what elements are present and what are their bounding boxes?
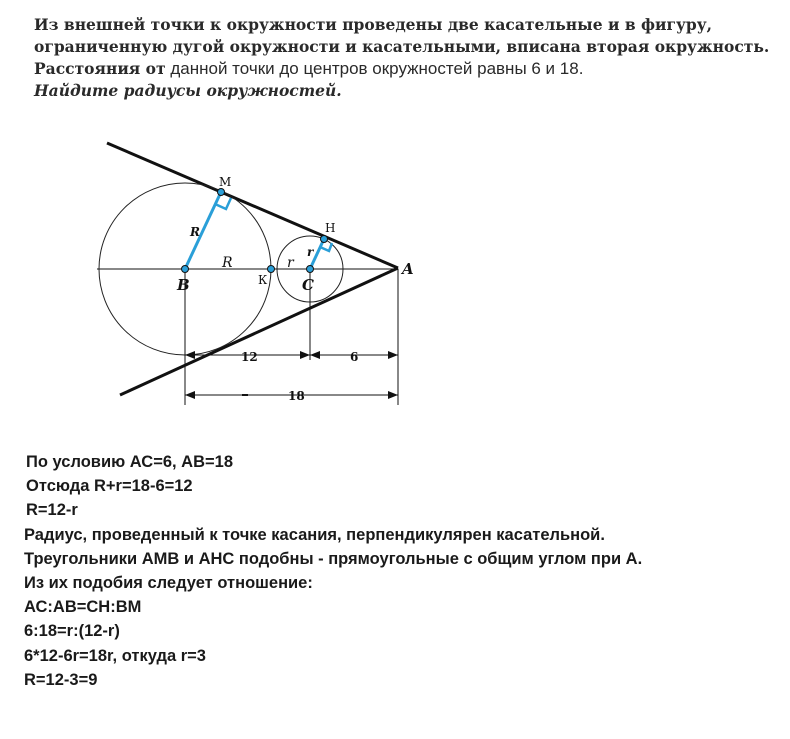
label-dim-18: 18 [288,389,305,403]
solution-line-3: R=12-r [26,501,78,520]
problem-line-3-rest: данной точки до центров окружностей равны 6 и 18. [165,59,584,78]
label-r-segment: r [287,255,294,271]
dim-arrow-6-left [310,351,320,359]
label-K: К [258,273,268,287]
label-C: C [302,276,314,294]
solution-line-7: АС:АВ=СН:ВМ [24,598,142,617]
dim-arrow-6-right [388,351,398,359]
point-K [268,266,275,273]
point-B [182,266,189,273]
solution-line-10: R=12-3=9 [24,670,98,689]
tangent-line-upper [107,143,398,268]
solution-line-9: 6*12-6r=18r, откуда r=3 [24,646,206,665]
dim-arrow-18-right [388,391,398,399]
solution-line-8: 6:18=r:(12-r) [24,622,120,641]
solution-line-2: Отсюда R+r=18-6=12 [26,477,193,496]
point-H [321,236,328,243]
label-R-radius: R [190,225,200,239]
problem-question: Найдите радиусы окружностей. [34,81,342,100]
problem-line-2: ограниченную дугой окружности и касательными, вписана вторая окружность. [34,37,770,56]
solution-text [24,450,642,692]
label-B: B [177,276,190,294]
label-dim-12: 12 [241,350,258,364]
solution-line-5: Треугольники АМВ и АНС подобны - прямоугольные с общим углом при А. [24,549,643,568]
label-dim-6: 6 [350,350,359,364]
label-R-segment: R [222,255,233,271]
point-M [218,189,225,196]
solution-line-1: По условию АС=6, АВ=18 [26,453,233,471]
point-C [307,266,314,273]
dim-arrow-12-right [300,351,310,359]
label-r-radius: r [307,245,314,259]
solution-line-6: Из их подобия следует отношение: [24,574,313,593]
dim-arrow-18-left [185,391,195,399]
label-M: М [219,175,232,189]
problem-line-1: Из внешней точки к окружности проведены две касательные и в фигуру, [34,15,713,34]
label-H: Н [325,221,336,235]
tangent-line-lower [120,268,398,395]
problem-line-3-bold: Расстояния от [34,59,166,78]
dim-arrow-12-left [185,351,195,359]
solution-line-4: Радиус, проведенный к точке касания, перпендикулярен касательной. [24,525,605,544]
label-A: A [402,260,414,278]
